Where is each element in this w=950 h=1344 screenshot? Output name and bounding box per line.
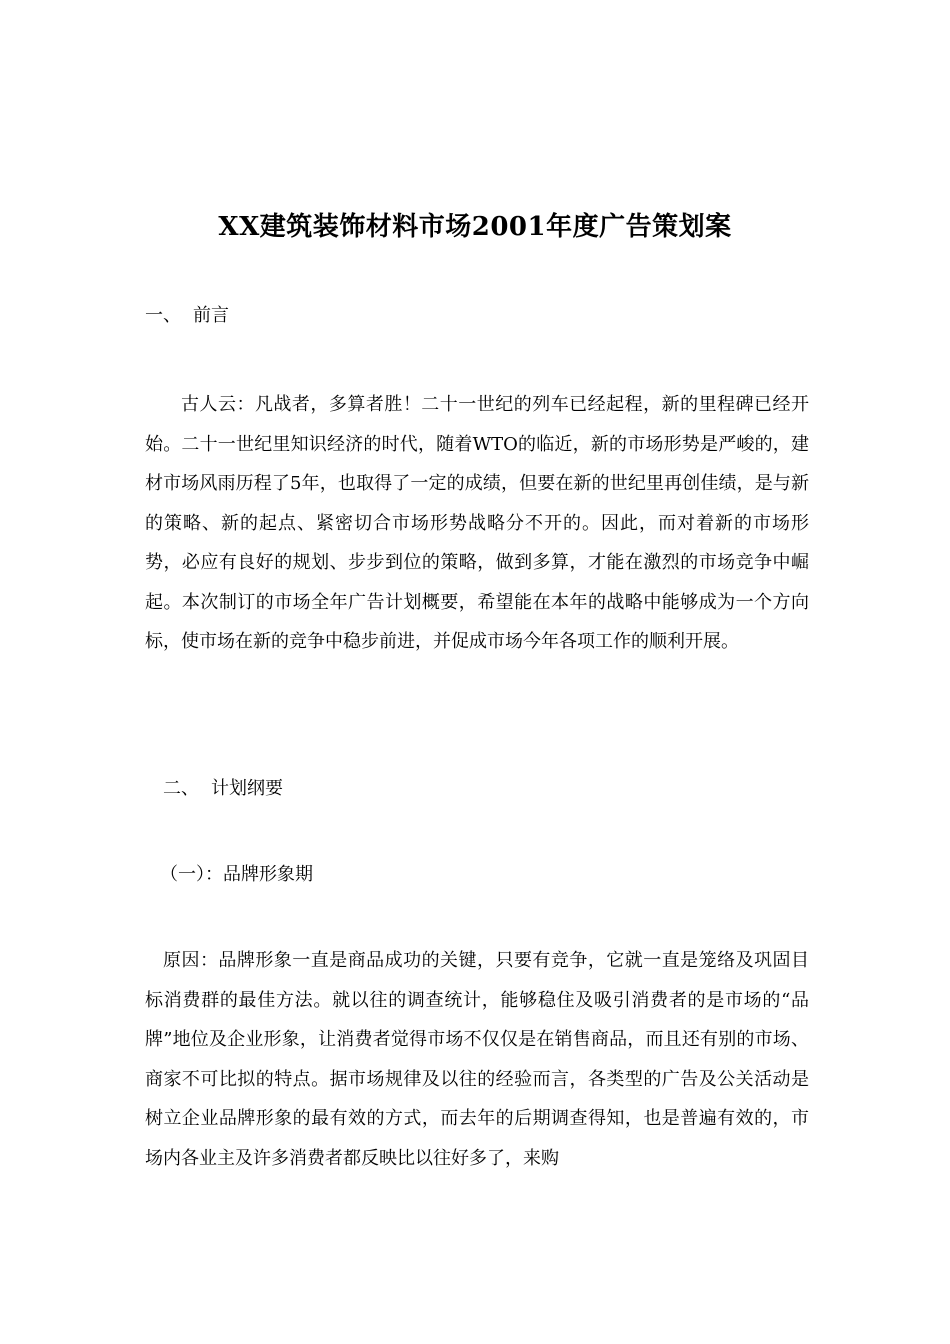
subsection-heading-brand-image: （一）：品牌形象期	[160, 864, 313, 885]
brand-image-paragraph: 原因：品牌形象一直是商品成功的关键，只要有竞争，它就一直是笼络及巩固目标消费群的最佳方法。就以往的调查统计，能够稳住及吸引消费者的是市场的“品牌”地位及企业形象，让消费者觉得市场不仅仅是在销售商品，而且还有别的市场、商家不可比拟的特点。据市场规律及以往的经验而言，各类型的广告及公关活动是树立企业品牌形象的最有效的方式，而去年的后期调查得知，也是普遍有效的，市场内各业主及许多消费者都反映比以往好多了，来购	[145, 950, 809, 1169]
section-heading-text: 前言	[193, 305, 229, 326]
section-heading-plan-outline	[163, 774, 283, 804]
document-title: XX建筑装饰材料市场2001年度广告策划案	[218, 212, 732, 242]
preface-paragraph: 古人云：凡战者，多算者胜！二十一世纪的列车已经起程，新的里程碑已经开始。二十一世纪里知识经济的时代，随着WTO的临近，新的市场形势是严峻的，建材市场风雨历程了5年，也取得了一定的成绩，但要在新的世纪里再创佳绩，是与新的策略、新的起点、紧密切合市场形势战略分不开的。因此，而对着新的市场形势，必应有良好的规划、步步到位的策略，做到多算，才能在激烈的市场竞争中崛起。本次制订的市场全年广告计划概要，希望能在本年的战略中能够成为一个方向标，使市场在新的竞争中稳步前进，并促成市场今年各项工作的顺利开展。	[145, 394, 809, 652]
section-number: 一、	[145, 305, 181, 326]
section-number: 二、	[163, 778, 199, 799]
section-heading-text: 计划纲要	[211, 778, 283, 799]
section-heading-preface	[145, 301, 229, 331]
